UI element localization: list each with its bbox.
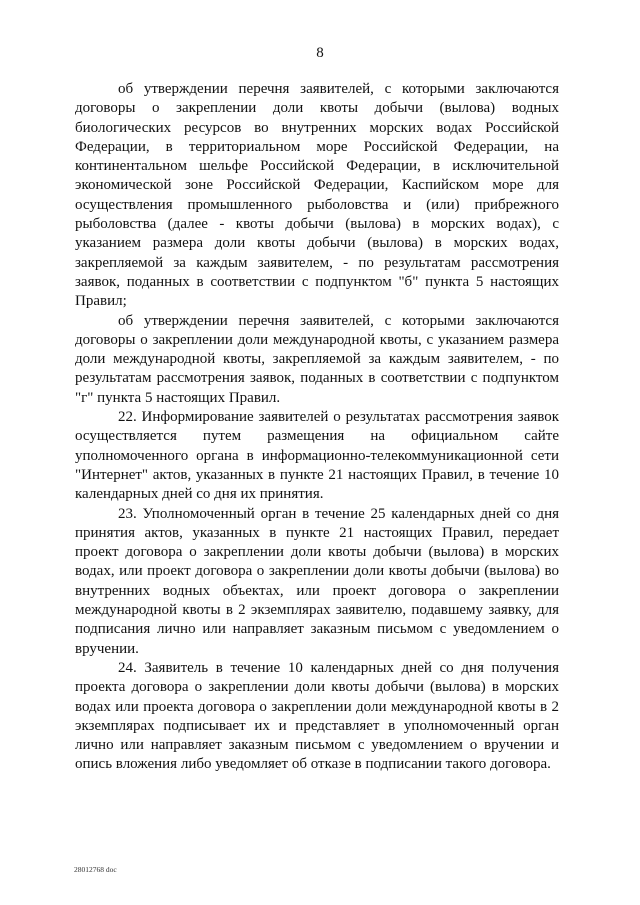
page-number: 8 [316,45,324,61]
paragraph-list-item-quota-sea: об утверждении перечня заявителей, с которыми заключаются договоры о закреплении доли квоты добычи (вылова) водных биологических ресурсов во внутренних морских водах Российской Федерации, в территориальном море Российской Федерации, на континентальном шельфе Российской Федерации, в исключительной экономической зоне Российской Федерации, Каспийском море для осуществления промышленного рыболовства и (или) прибрежного рыболовства (далее - квоты добычи (вылова) в морских водах), с указанием размера доли квоты добычи (вылова) в морских водах, закрепляемой за каждым заявителем, - по результатам рассмотрения заявок, поданных в соответствии с подпунктом "б" пункта 5 настоящих Правил; [75,81,559,310]
paragraph-list-item-international-quota: об утверждении перечня заявителей, с которыми заключаются договоры о закреплении доли международной квоты, с указанием размера доли международной квоты, закрепляемой за каждым заявителем, - по результатам рассмотрения заявок, поданных в соответствии с подпунктом "г" пункта 5 настоящих Правил. [75,312,559,406]
paragraph-clause-22: 22. Информирование заявителей о результатах рассмотрения заявок осуществляется путем размещения на официальном сайте уполномоченного органа в информационно-телекоммуникационной сети "Интернет" актов, указанных в пункте 21 настоящих Правил, в течение 10 календарных дней со дня их принятия. [75,409,559,503]
paragraph-clause-24: 24. Заявитель в течение 10 календарных дней со дня получения проекта договора о закреплении доли квоты добычи (вылова) в морских водах или проекта договора о закреплении доли международной квоты в 2 экземплярах подписывает их и представляет в уполномоченный орган лично или направляет заказным письмом с уведомлением о вручении и опись вложения либо уведомляет об отказе в подписании такого договора. [75,659,559,773]
document-body [75,80,559,775]
paragraph-clause-23: 23. Уполномоченный орган в течение 25 календарных дней со дня принятия актов, указанных в пункте 21 настоящих Правил, передает проект договора о закреплении доли квоты добычи (вылова) в морских водах, или проект договора о закреплении доли квоты добычи (вылова) во внутренних водных объектах, или проект договора о закреплении международной квоты в 2 экземплярах заявителю, подавшему заявку, для подписания лично или направляет заказным письмом с уведомлением о вручении. [75,505,559,657]
document-file-code: 28012768 doc [74,865,117,874]
